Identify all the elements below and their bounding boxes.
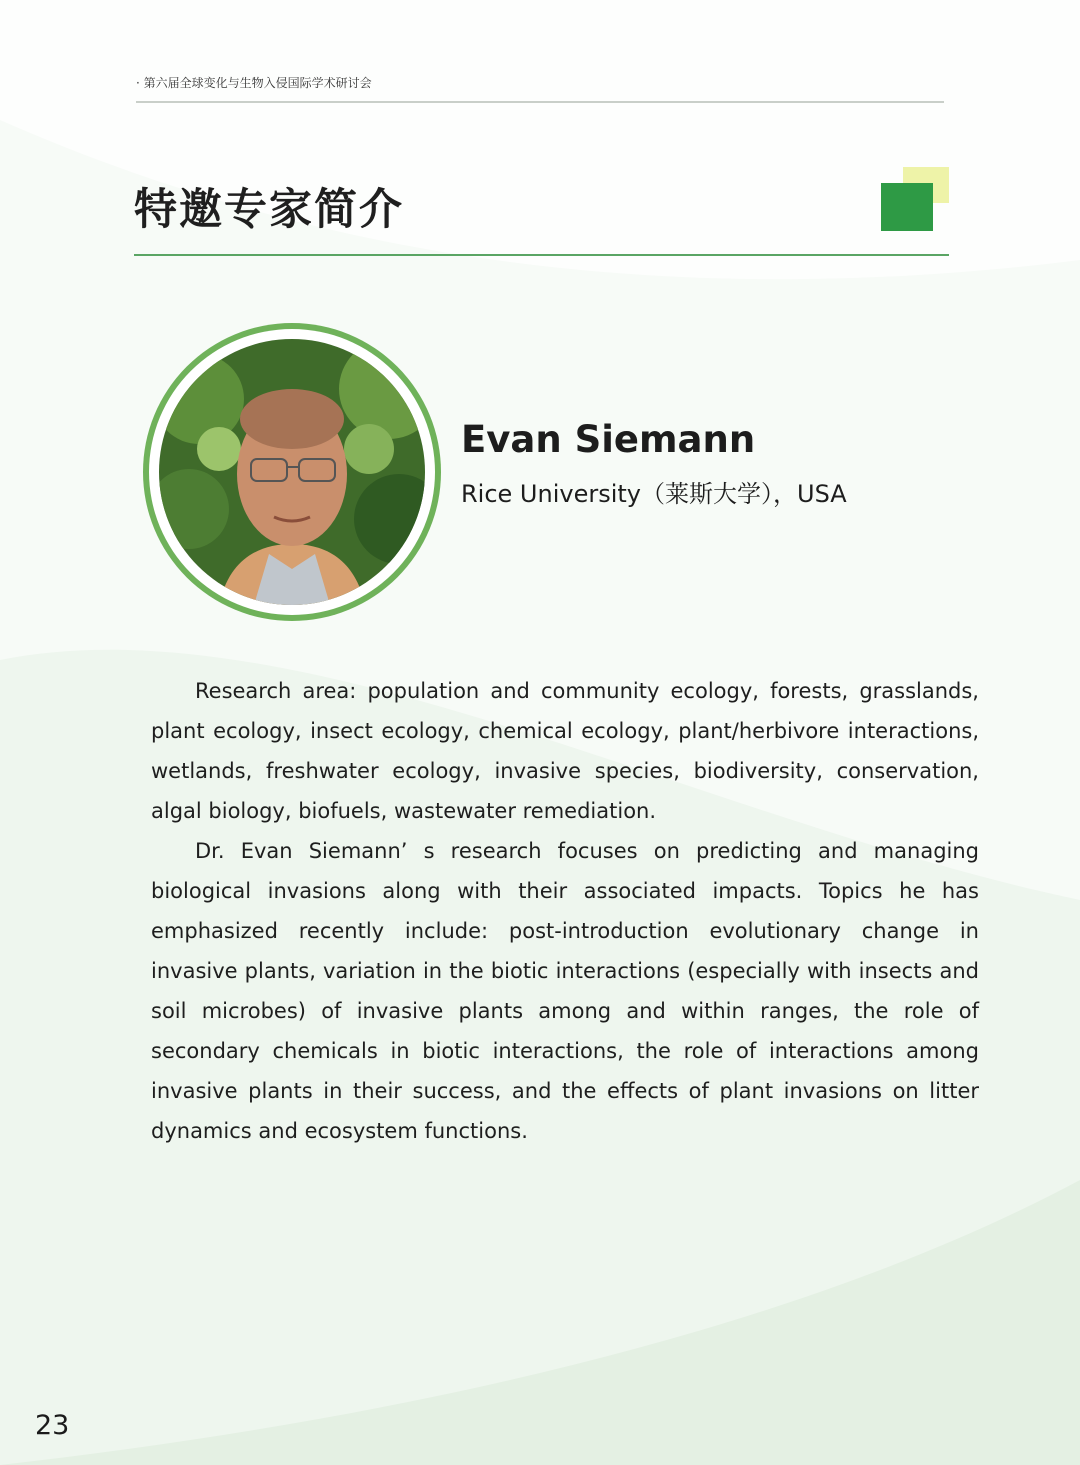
- speaker-name: Evan Siemann: [461, 418, 756, 461]
- bio-paragraph-research-focus: Dr. Evan Siemann’ s research focuses on predicting and managing biological invasions along with their associated impacts. Topics he has emphasized recently include: post-introduction evolutionary change in invasive plants, variation in the biotic interactions (especially with insects and soil microbes) of invasive plants among and within ranges, the role of secondary chemicals in biotic interactions, the role of interactions among invasive plants in their success, and the effects of plant invasions on litter dynamics and ecosystem functions.: [151, 839, 979, 1143]
- speaker-portrait: [143, 323, 441, 621]
- decorative-square-green: [881, 183, 933, 231]
- page-number: 23: [35, 1410, 70, 1441]
- portrait-photo: [159, 339, 425, 605]
- speaker-bio: [151, 671, 979, 1151]
- bio-paragraph-research-area: Research area: population and community ecology, forests, grasslands, plant ecology, insect ecology, chemical ecology, plant/herbivore interactions, wetlands, freshwater ecology, invasive species, biodiversity, conservation, algal biology, biofuels, wastewater remediation.: [151, 679, 979, 823]
- section-title: 特邀专家简介: [134, 185, 404, 235]
- header-divider: [136, 101, 944, 103]
- speaker-affiliation: Rice University（莱斯大学），USA: [461, 480, 847, 508]
- conference-title: · 第六届全球变化与生物入侵国际学术研讨会: [136, 76, 372, 90]
- section-divider: [134, 254, 949, 256]
